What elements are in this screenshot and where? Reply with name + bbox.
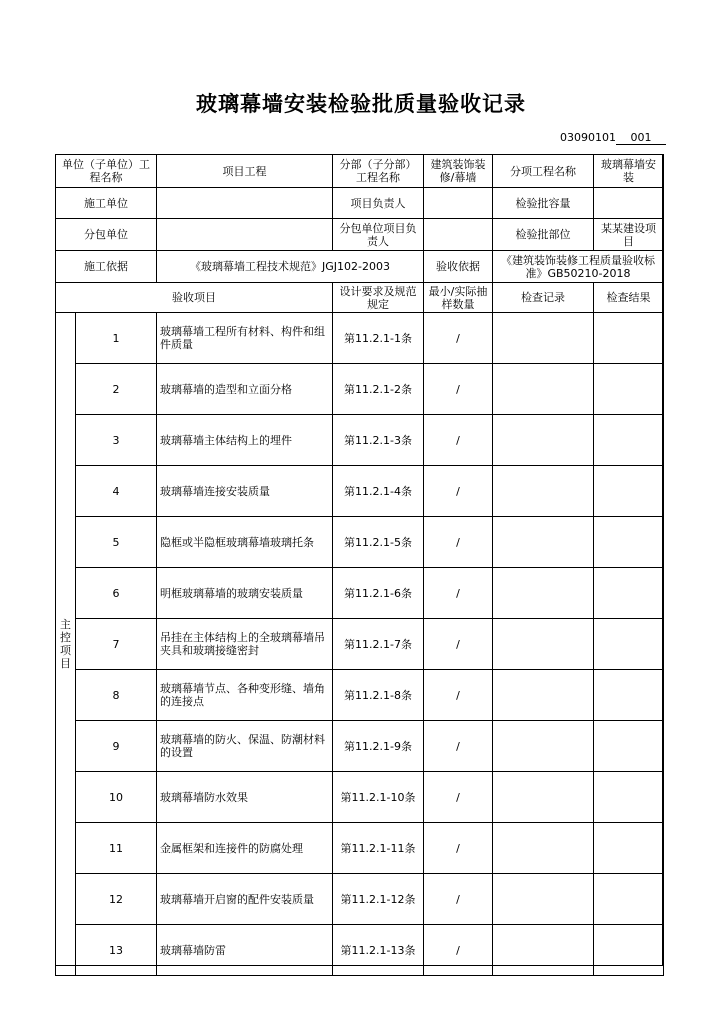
item-sample[interactable]: / <box>424 874 493 925</box>
document-number <box>560 131 666 145</box>
item-result[interactable] <box>594 364 664 415</box>
item-sample[interactable]: / <box>424 823 493 874</box>
item-record[interactable] <box>493 925 594 976</box>
item-number: 11 <box>76 823 157 874</box>
item-record[interactable] <box>493 670 594 721</box>
item-result[interactable] <box>594 772 664 823</box>
division-value[interactable]: 建筑装饰装修/幕墙 <box>424 155 493 188</box>
unit-label: 单位（子单位）工程名称 <box>56 155 157 188</box>
item-name: 玻璃幕墙连接安装质量 <box>157 466 333 517</box>
item-record[interactable] <box>493 823 594 874</box>
item-number: 12 <box>76 874 157 925</box>
basis-label: 施工依据 <box>56 251 157 283</box>
item-result[interactable] <box>594 670 664 721</box>
item-number: 3 <box>76 415 157 466</box>
item-name: 吊挂在主体结构上的全玻璃幕墙吊夹具和玻璃接缝密封 <box>157 619 333 670</box>
location-label: 检验批部位 <box>493 219 594 251</box>
item-result[interactable] <box>594 925 664 976</box>
item-sample[interactable]: / <box>424 466 493 517</box>
item-clause: 第11.2.1-9条 <box>333 721 424 772</box>
item-clause: 第11.2.1-13条 <box>333 925 424 976</box>
unit-value[interactable]: 项目工程 <box>157 155 333 188</box>
item-clause: 第11.2.1-6条 <box>333 568 424 619</box>
item-number: 10 <box>76 772 157 823</box>
acceptance-value[interactable]: 《建筑装饰装修工程质量验收标准》GB50210-2018 <box>493 251 664 283</box>
col-design: 设计要求及规范规定 <box>333 283 424 313</box>
subitem-label: 分项工程名称 <box>493 155 594 188</box>
item-row <box>56 466 664 517</box>
contractor-value[interactable] <box>157 188 333 219</box>
item-row <box>56 823 664 874</box>
item-record[interactable] <box>493 772 594 823</box>
item-record[interactable] <box>493 517 594 568</box>
item-sample[interactable]: / <box>424 772 493 823</box>
item-name: 玻璃幕墙开启窗的配件安装质量 <box>157 874 333 925</box>
item-row <box>56 415 664 466</box>
item-result[interactable] <box>594 823 664 874</box>
basis-value[interactable]: 《玻璃幕墙工程技术规范》JGJ102-2003 <box>157 251 424 283</box>
item-clause: 第11.2.1-4条 <box>333 466 424 517</box>
item-sample[interactable]: / <box>424 721 493 772</box>
item-clause: 第11.2.1-12条 <box>333 874 424 925</box>
item-number: 7 <box>76 619 157 670</box>
item-sample[interactable]: / <box>424 517 493 568</box>
item-clause: 第11.2.1-3条 <box>333 415 424 466</box>
item-name: 玻璃幕墙工程所有材料、构件和组件质量 <box>157 313 333 364</box>
item-clause: 第11.2.1-7条 <box>333 619 424 670</box>
item-sample[interactable]: / <box>424 313 493 364</box>
item-sample[interactable]: / <box>424 670 493 721</box>
item-name: 玻璃幕墙主体结构上的埋件 <box>157 415 333 466</box>
item-result[interactable] <box>594 568 664 619</box>
item-clause: 第11.2.1-10条 <box>333 772 424 823</box>
item-row <box>56 670 664 721</box>
acceptance-label: 验收依据 <box>424 251 493 283</box>
doc-code: 03090101 <box>560 131 616 144</box>
item-number: 13 <box>76 925 157 976</box>
header-row-unit <box>56 155 664 188</box>
item-number: 9 <box>76 721 157 772</box>
col-sample: 最小/实际抽样数量 <box>424 283 493 313</box>
item-sample[interactable]: / <box>424 925 493 976</box>
item-clause: 第11.2.1-1条 <box>333 313 424 364</box>
item-name: 玻璃幕墙防雷 <box>157 925 333 976</box>
item-number: 4 <box>76 466 157 517</box>
item-sample[interactable]: / <box>424 415 493 466</box>
item-result[interactable] <box>594 874 664 925</box>
item-result[interactable] <box>594 313 664 364</box>
capacity-label: 检验批容量 <box>493 188 594 219</box>
item-row <box>56 925 664 976</box>
item-record[interactable] <box>493 619 594 670</box>
item-row <box>56 619 664 670</box>
item-result[interactable] <box>594 517 664 568</box>
division-label: 分部（子分部）工程名称 <box>333 155 424 188</box>
item-name: 玻璃幕墙节点、各种变形缝、墙角的连接点 <box>157 670 333 721</box>
item-clause: 第11.2.1-5条 <box>333 517 424 568</box>
item-row <box>56 568 664 619</box>
subcontractor-value[interactable] <box>157 219 333 251</box>
item-number: 6 <box>76 568 157 619</box>
col-record: 检查记录 <box>493 283 594 313</box>
item-row <box>56 874 664 925</box>
item-number: 8 <box>76 670 157 721</box>
item-clause: 第11.2.1-8条 <box>333 670 424 721</box>
item-number: 5 <box>76 517 157 568</box>
item-row <box>56 364 664 415</box>
column-header-row <box>56 283 664 313</box>
item-sample[interactable]: / <box>424 364 493 415</box>
item-name: 金属框架和连接件的防腐处理 <box>157 823 333 874</box>
item-record[interactable] <box>493 415 594 466</box>
header-row-basis <box>56 251 664 283</box>
item-record[interactable] <box>493 313 594 364</box>
sub-pm-value[interactable] <box>424 219 493 251</box>
subcontractor-label: 分包单位 <box>56 219 157 251</box>
item-row <box>56 313 664 364</box>
item-row <box>56 517 664 568</box>
item-rows <box>56 313 664 976</box>
item-name: 玻璃幕墙的造型和立面分格 <box>157 364 333 415</box>
contractor-label: 施工单位 <box>56 188 157 219</box>
item-name: 隐框或半隐框玻璃幕墙玻璃托条 <box>157 517 333 568</box>
main-control-label: 主控项目 <box>56 313 76 976</box>
pm-value[interactable] <box>424 188 493 219</box>
item-result[interactable] <box>594 721 664 772</box>
inspection-table <box>55 154 664 976</box>
item-record[interactable] <box>493 721 594 772</box>
item-clause: 第11.2.1-2条 <box>333 364 424 415</box>
item-result[interactable] <box>594 466 664 517</box>
item-result[interactable] <box>594 415 664 466</box>
item-record[interactable] <box>493 466 594 517</box>
form-title: 玻璃幕墙安装检验批质量验收记录 <box>196 92 526 116</box>
item-row <box>56 772 664 823</box>
item-record[interactable] <box>493 364 594 415</box>
subitem-value[interactable]: 玻璃幕墙安装 <box>594 155 664 188</box>
doc-seq: 001 <box>616 131 666 145</box>
item-name: 玻璃幕墙防水效果 <box>157 772 333 823</box>
item-sample[interactable]: / <box>424 619 493 670</box>
pm-label: 项目负责人 <box>333 188 424 219</box>
item-record[interactable] <box>493 568 594 619</box>
item-row <box>56 721 664 772</box>
item-clause: 第11.2.1-11条 <box>333 823 424 874</box>
col-result: 检查结果 <box>594 283 664 313</box>
header-row-contractor <box>56 188 664 219</box>
item-sample[interactable]: / <box>424 568 493 619</box>
sub-pm-label: 分包单位项目负责人 <box>333 219 424 251</box>
item-name: 明框玻璃幕墙的玻璃安装质量 <box>157 568 333 619</box>
location-value[interactable]: 某某建设项目 <box>594 219 664 251</box>
header-row-subcontractor <box>56 219 664 251</box>
item-record[interactable] <box>493 874 594 925</box>
item-name: 玻璃幕墙的防火、保温、防潮材料的设置 <box>157 721 333 772</box>
item-number: 1 <box>76 313 157 364</box>
col-item: 验收项目 <box>56 283 333 313</box>
item-result[interactable] <box>594 619 664 670</box>
item-number: 2 <box>76 364 157 415</box>
capacity-value[interactable] <box>594 188 664 219</box>
